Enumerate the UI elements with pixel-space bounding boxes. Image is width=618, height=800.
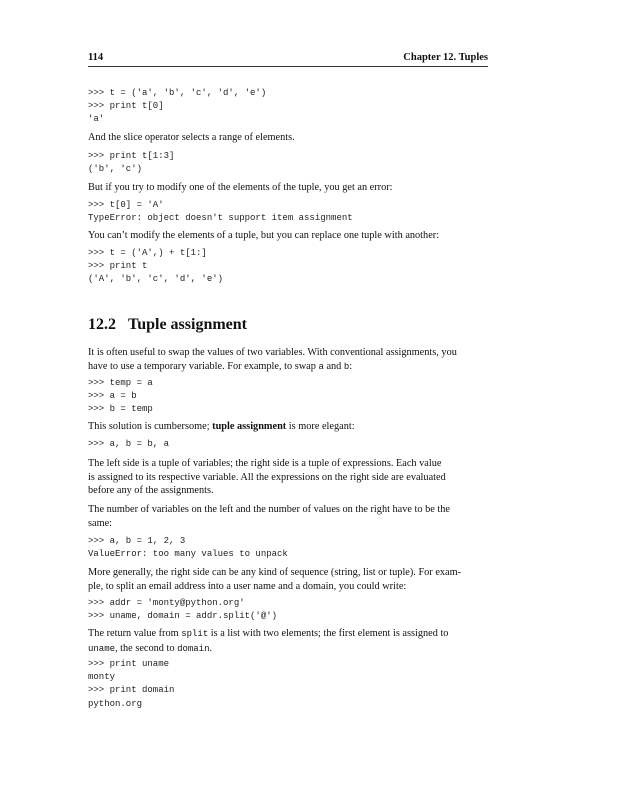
code-line: >>> print t[0]	[88, 101, 164, 112]
code-line: >>> a = b	[88, 391, 137, 402]
inline-code: domain	[177, 643, 210, 654]
code-line: 'a'	[88, 114, 105, 125]
section-heading	[88, 316, 488, 334]
code-line: >>> print domain	[88, 685, 175, 696]
paragraph-5: This solution is cumbersome; tuple assignment is more elegant:	[88, 421, 355, 432]
paragraph-7: The number of variables on the left and the number of values on the right have to be the same:	[88, 504, 450, 529]
code-block-2	[88, 150, 488, 176]
code-block-8	[88, 597, 488, 623]
code-line: >>> print t	[88, 261, 148, 272]
code-block-4	[88, 247, 488, 287]
code-line: >>> uname, domain = addr.split('@')	[88, 611, 278, 622]
code-line: ('b', 'c')	[88, 164, 143, 175]
code-line: TypeError: object doesn't support item assignment	[88, 213, 353, 224]
code-block-5	[88, 377, 488, 417]
code-line: >>> t = ('a', 'b', 'c', 'd', 'e')	[88, 88, 267, 98]
code-line: ('A', 'b', 'c', 'd', 'e')	[88, 274, 224, 285]
code-block-1	[88, 87, 488, 127]
section-number: 12.2	[88, 316, 116, 333]
inline-code: a	[318, 361, 324, 372]
code-line: ValueError: too many values to unpack	[88, 549, 288, 560]
code-line: >>> a, b = b, a	[88, 439, 170, 449]
page-number: 114	[88, 52, 104, 63]
code-block-9	[88, 658, 488, 711]
code-block-7	[88, 535, 488, 561]
code-line: >>> print uname	[88, 659, 170, 669]
code-line: >>> t = ('A',) + t[1:]	[88, 248, 207, 258]
code-line: >>> a, b = 1, 2, 3	[88, 536, 186, 546]
code-line: >>> temp = a	[88, 378, 153, 388]
code-line: >>> t[0] = 'A'	[88, 200, 164, 210]
inline-code: uname	[88, 643, 116, 654]
chapter-title: Chapter 12. Tuples	[403, 52, 488, 63]
text-line: It is often useful to swap the values of two variables. With conventional assignments, you	[88, 347, 457, 358]
paragraph-6: The left side is a tuple of variables; the right side is a tuple of expressions. Each value is assigned to its respective variable. All the expressions on the right side are evaluated before any of the assignments.	[88, 458, 446, 497]
inline-code: b	[343, 361, 350, 372]
code-block-3	[88, 199, 488, 225]
paragraph-8: More generally, the right side can be any kind of sequence (string, list or tuple). For exam- ple, to split an email address into a user name and a domain, you could write:	[88, 567, 462, 592]
code-block-6	[88, 438, 488, 451]
paragraph-9: The return value from split is a list with two elements; the first element is assigned to uname, the second to domain.	[88, 628, 449, 654]
paragraph-3: You can’t modify the elements of a tuple, but you can replace one tuple with another:	[88, 230, 440, 241]
section-title: Tuple assignment	[128, 316, 247, 333]
code-line: python.org	[88, 698, 143, 709]
paragraph-1: And the slice operator selects a range of elements.	[88, 132, 295, 143]
code-line: >>> print t[1:3]	[88, 151, 175, 161]
paragraph-2: But if you try to modify one of the elements of the tuple, you get an error:	[88, 182, 393, 193]
code-line: >>> addr = 'monty@python.org'	[88, 598, 245, 608]
code-line: >>> b = temp	[88, 404, 153, 415]
text-line: have to use a temporary variable. For example, to swap a and b:	[88, 360, 353, 372]
page	[88, 52, 488, 67]
term-bold: tuple assignment	[212, 421, 287, 432]
inline-code: split	[181, 629, 209, 639]
paragraph-4	[88, 346, 488, 374]
page-header	[88, 52, 488, 67]
code-line: monty	[88, 672, 116, 683]
